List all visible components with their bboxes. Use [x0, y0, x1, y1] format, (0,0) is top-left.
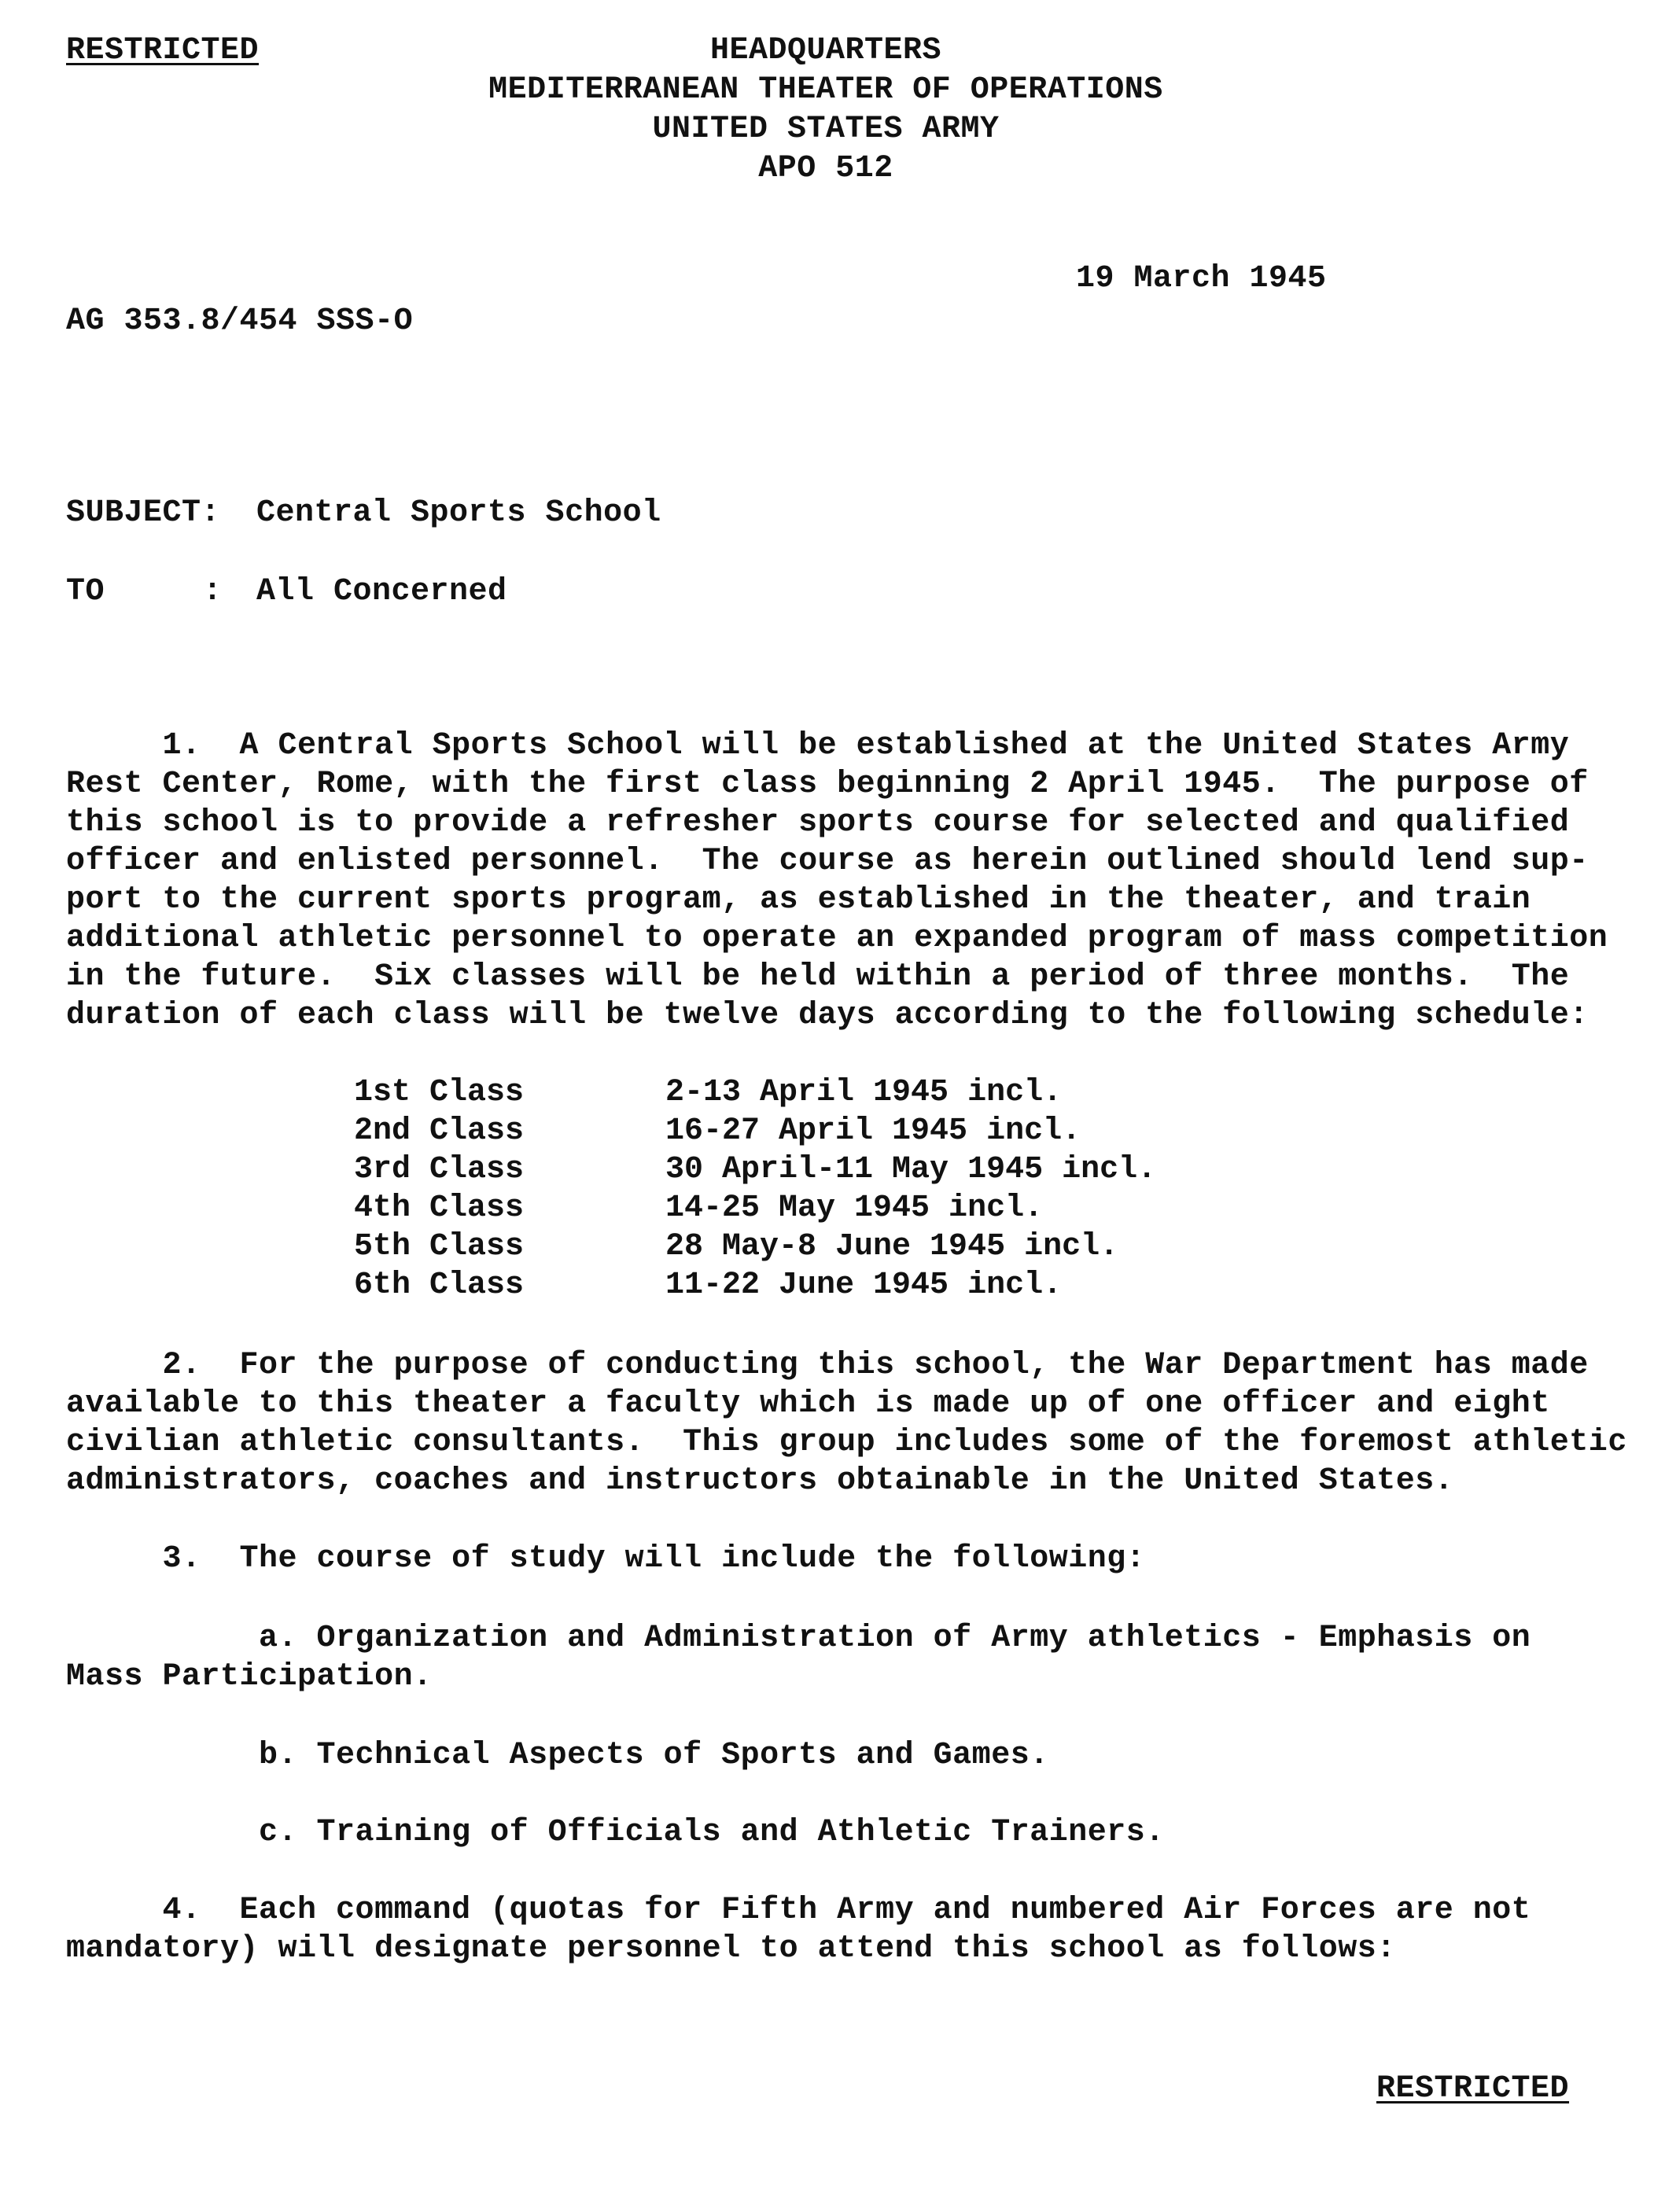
to-label: TO — [66, 574, 105, 609]
to-colon: : — [203, 574, 223, 609]
schedule-class: 6th Class — [354, 1268, 525, 1303]
schedule-class: 2nd Class — [354, 1113, 525, 1149]
classification-bottom: RESTRICTED — [1376, 2071, 1570, 2107]
para2-line: available to this theater a faculty which is made up of one officer and eight — [66, 1386, 1550, 1422]
item-a-line: a. Organization and Administration of Army athletics - Emphasis on — [66, 1621, 1531, 1656]
schedule-class: 3rd Class — [354, 1152, 525, 1187]
schedule-dates: 28 May-8 June 1945 incl. — [665, 1229, 1119, 1264]
schedule-dates: 11-22 June 1945 incl. — [665, 1268, 1063, 1303]
course-item-c: c. Training of Officials and Athletic Trainers. — [66, 1815, 1165, 1850]
subject-value: Central Sports School — [256, 495, 661, 531]
classification-top: RESTRICTED — [66, 33, 260, 68]
schedule-dates: 14-25 May 1945 incl. — [665, 1191, 1044, 1226]
letterhead — [393, 31, 1258, 189]
para1-line: additional athletic personnel to operate an expanded program of mass competition — [66, 921, 1608, 956]
header-line-2: MEDITERRANEAN THEATER OF OPERATIONS — [488, 72, 1163, 108]
para4-line: mandatory) will designate personnel to attend this school as follows: — [66, 1931, 1396, 1967]
para1-line: in the future. Six classes will be held within a period of three months. The — [66, 959, 1570, 995]
paragraph-3: 3. The course of study will include the following: — [66, 1541, 1146, 1577]
file-reference: AG 353.8/454 SSS-O — [66, 304, 414, 339]
para1-line: Rest Center, Rome, with the first class beginning 2 April 1945. The purpose of — [66, 767, 1589, 802]
schedule-class: 4th Class — [354, 1191, 525, 1226]
header-line-4: APO 512 — [758, 151, 893, 186]
para2-line: civilian athletic consultants. This group includes some of the foremost athletic — [66, 1425, 1627, 1460]
para1-line: port to the current sports program, as established in the theater, and train — [66, 882, 1531, 918]
schedule-dates: 30 April-11 May 1945 incl. — [665, 1152, 1157, 1187]
schedule-dates: 2-13 April 1945 incl. — [665, 1075, 1063, 1110]
para4-line: 4. Each command (quotas for Fifth Army and numbered Air Forces are not — [66, 1893, 1531, 1928]
para1-line: officer and enlisted personnel. The course as herein outlined should lend sup- — [66, 844, 1589, 879]
schedule-dates: 16-27 April 1945 incl. — [665, 1113, 1081, 1149]
para2-line: 2. For the purpose of conducting this school, the War Department has made — [66, 1348, 1589, 1383]
para1-line: duration of each class will be twelve days according to the following schedule: — [66, 998, 1589, 1033]
header-line-1: HEADQUARTERS — [709, 33, 942, 68]
para1-line: 1. A Central Sports School will be established at the United States Army — [66, 728, 1570, 764]
schedule-class: 5th Class — [354, 1229, 525, 1264]
para1-line: this school is to provide a refresher sports course for selected and qualified — [66, 805, 1570, 841]
subject-label: SUBJECT: — [66, 495, 221, 531]
schedule-class: 1st Class — [354, 1075, 525, 1110]
course-item-b: b. Technical Aspects of Sports and Games. — [66, 1738, 1049, 1773]
document-date: 19 March 1945 — [1076, 261, 1327, 296]
para2-line: administrators, coaches and instructors obtainable in the United States. — [66, 1463, 1454, 1499]
item-a-line: Mass Participation. — [66, 1659, 433, 1695]
header-line-3: UNITED STATES ARMY — [652, 112, 1000, 147]
to-value: All Concerned — [256, 574, 507, 609]
